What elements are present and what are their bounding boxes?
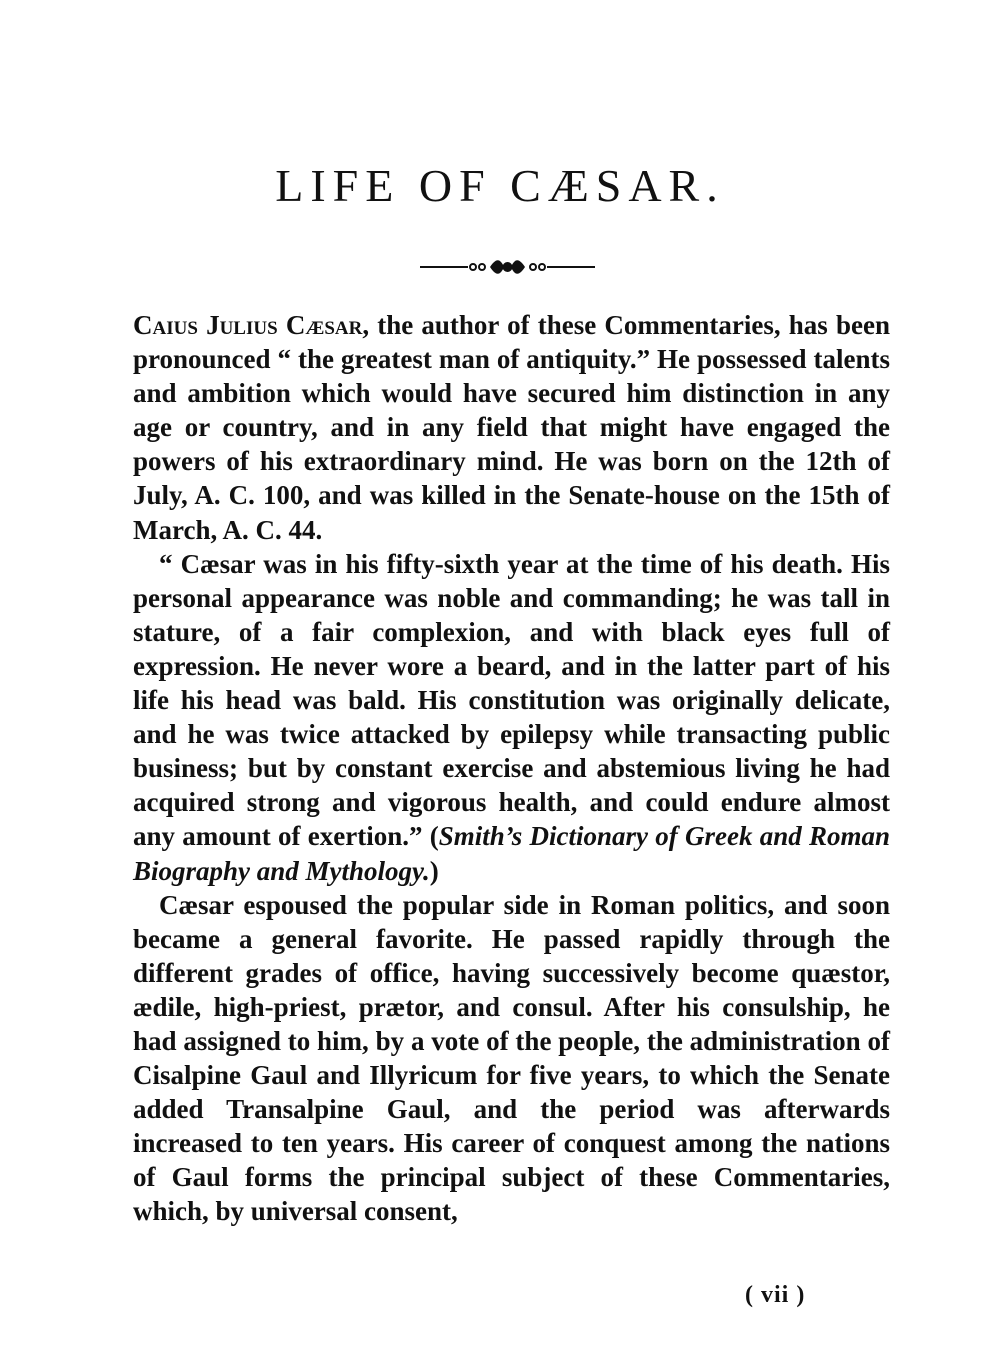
paragraph-1 bbox=[133, 308, 890, 547]
paragraph-1-text: the author of these Commentaries, has been pronounced “ the greatest man of antiquity.” He possessed talents and ambition which would have secured him distinction in any age or country, and in any field that might have engaged the powers of his extraordinary mind. He was born on the 12th of July, A. C. 100, and was killed in the Senate-house on the 15th of March, A. C. 44. bbox=[133, 310, 890, 545]
paragraph-3 bbox=[133, 888, 890, 1229]
paragraph-2-text: “ Cæsar was in his fifty-sixth year at the time of his death. His personal appearance was noble and commanding; he was tall in stature, of a fair complexion, and with black eyes full of expression. He never wore a beard, and in the latter part of his life his head was bald. His constitution was originally delicate, and he was twice attacked by epilepsy while transacting public business; but by constant exercise and abstemious living he had acquired strong and vigorous health, and could endure almost any amount of exertion.” ( bbox=[133, 548, 890, 852]
chapter-title: LIFE OF CÆSAR. bbox=[275, 160, 725, 211]
page-number: ( vii ) bbox=[745, 1282, 806, 1308]
author-name: Caius Julius Cæsar, bbox=[133, 310, 370, 340]
paragraph-2 bbox=[133, 547, 890, 888]
citation: Smith’s Dictionary of Greek and Roman Biography and Mythology. bbox=[133, 821, 890, 886]
body-text bbox=[133, 308, 890, 1229]
paragraph-3-text: Cæsar espoused the popular side in Roman politics, and soon became a general favorite. He passed rapidly through the different grades of office, having successively become quæstor, ædile, high-priest, prætor, and consul. After his consulship, he had assigned to him, by a vote of the people, the administration of Cisalpine Gaul and Illyricum for five years, to which the Senate added Transalpine Gaul, and the period was afterwards increased to ten years. His career of conquest among the nations of Gaul forms the principal subject of these Commentaries, which, by universal consent, bbox=[133, 889, 890, 1227]
citation-close: ) bbox=[429, 855, 439, 886]
ornament-divider-icon bbox=[420, 255, 595, 279]
